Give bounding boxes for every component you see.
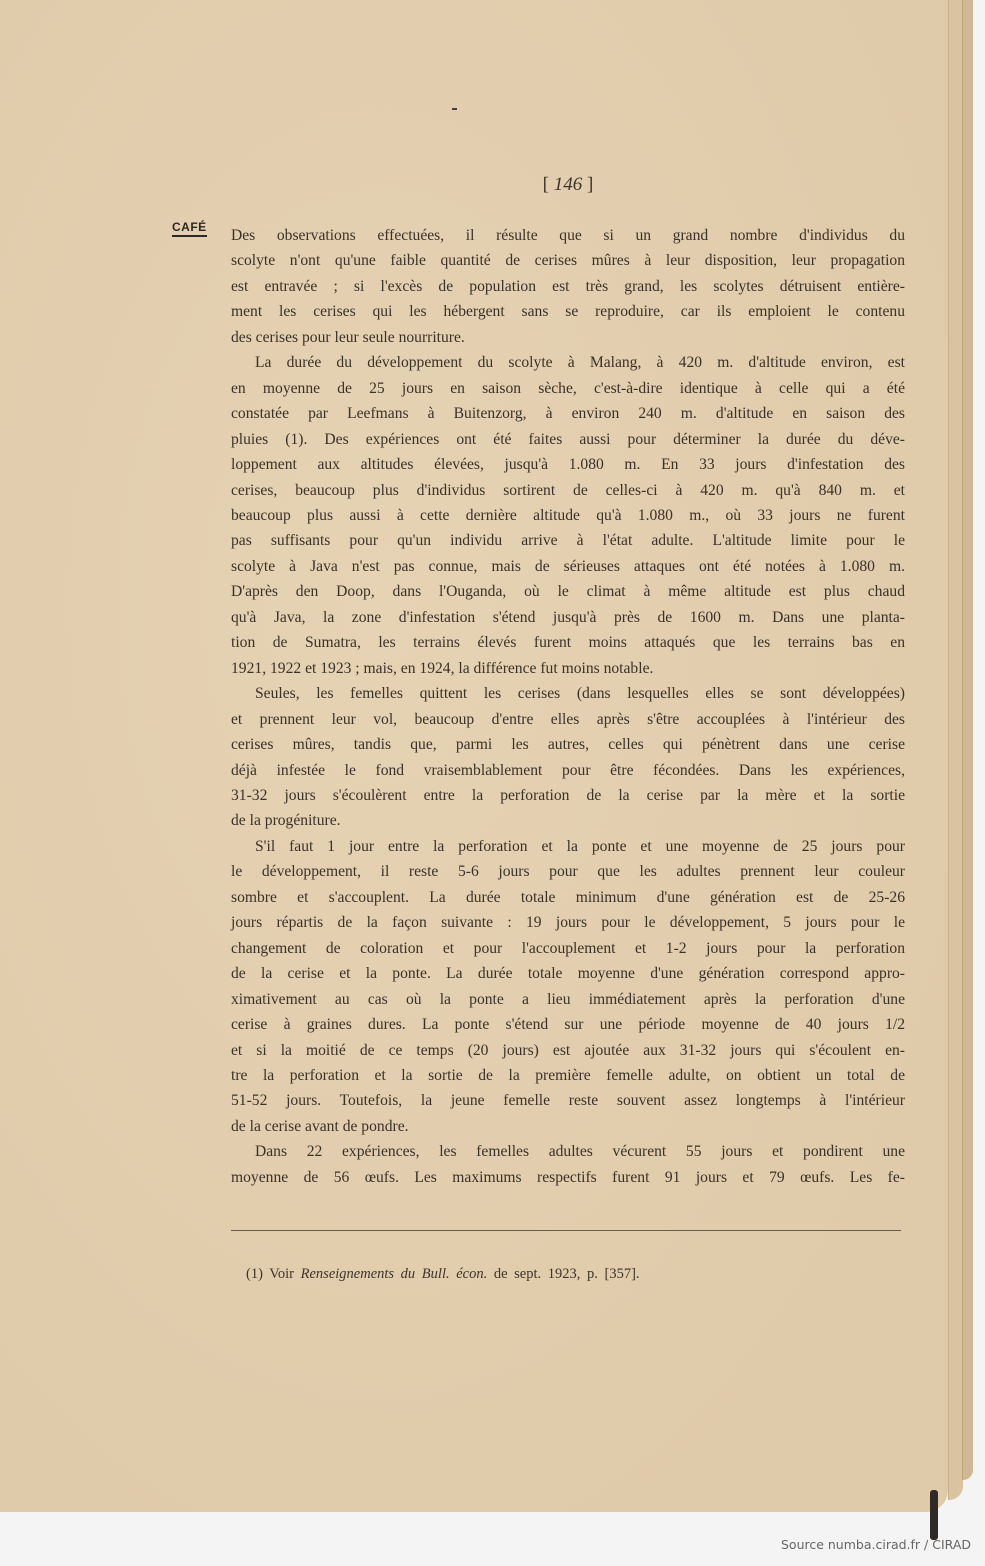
page-number: [ 146 ] xyxy=(542,174,594,195)
page-edge xyxy=(948,0,963,1500)
paragraph xyxy=(231,681,905,834)
page-edge xyxy=(962,0,973,1480)
text-line: qu'à Java, la zone d'infestation s'étend jusqu'à près de 1600 m. Dans une planta- xyxy=(231,608,905,626)
footnote-title: Renseignements du Bull. écon. xyxy=(300,1266,488,1282)
text-line: 51-52 jours. Toutefois, la jeune femelle reste souvent assez longtemps à l'intérieur xyxy=(231,1092,905,1110)
text-line: moyenne de 56 œufs. Les maximums respectifs furent 91 jours et 79 œufs. Les fe- xyxy=(231,1168,905,1186)
text-line: Dans 22 expériences, les femelles adultes vécurent 55 jours et pondirent une xyxy=(255,1143,905,1161)
paragraph xyxy=(231,350,905,681)
text-line: cerises, beaucoup plus d'individus sortirent de celles-ci à 420 m. qu'à 840 m. et xyxy=(231,481,905,499)
ink-mark xyxy=(452,108,457,110)
text-line: ment les cerises qui les hébergent sans se reproduire, car ils emploient le contenu xyxy=(231,303,905,321)
text-line: et prennent leur vol, beaucoup d'entre elles après s'être accouplées à l'intérieur des xyxy=(231,710,905,728)
text-line: pas suffisants pour qu'un individu arrive à l'état adulte. L'altitude limite pour le xyxy=(231,532,905,550)
text-line: jours répartis de la façon suivante : 19 jours pour le développement, 5 jours pour le xyxy=(231,914,905,932)
footnote-rule xyxy=(231,1230,901,1231)
text-line: en moyenne de 25 jours en saison sèche, c'est-à-dire identique à celle qui a été xyxy=(231,379,905,397)
paragraph xyxy=(231,223,905,350)
source-credit: Source numba.cirad.fr / CIRAD xyxy=(780,1537,971,1552)
text-line: des cerises pour leur seule nourriture. xyxy=(231,328,465,346)
text-line: scolyte n'ont qu'une faible quantité de cerises mûres à leur disposition, leur propagation xyxy=(231,252,905,270)
text-line: Seules, les femelles quittent les cerises (dans lesquelles elles se sont développées) xyxy=(255,685,905,703)
text-line: de la progéniture. xyxy=(231,812,341,830)
footnote-prefix: Voir xyxy=(269,1266,295,1282)
text-line: 31-32 jours s'écoulèrent entre la perforation de la cerise par la mère et la sortie xyxy=(231,786,905,804)
margin-note: CAFÉ xyxy=(172,220,207,237)
text-line: scolyte à Java n'est pas connue, mais de sérieuses attaques ont été notées à 1.080 m. xyxy=(231,557,905,575)
paragraph xyxy=(231,834,905,1139)
text-line: est entravée ; si l'excès de population est très grand, les scolytes détruisent entière- xyxy=(231,277,905,295)
text-line: déjà infestée le fond vraisemblablement pour être fécondées. Dans les expériences, xyxy=(231,761,905,779)
text-line: tre la perforation et la sortie de la première femelle adulte, on obtient un total de xyxy=(231,1066,905,1084)
bookmark-ribbon xyxy=(930,1490,938,1540)
text-line: S'il faut 1 jour entre la perforation et la ponte et une moyenne de 25 jours pour xyxy=(255,837,905,855)
text-line: de la cerise et la ponte. La durée totale moyenne d'une génération correspond appro- xyxy=(231,965,905,983)
text-line: pluies (1). Des expériences ont été faites aussi pour déterminer la durée du déve- xyxy=(231,430,905,448)
footnote-marker: (1) xyxy=(246,1266,263,1282)
text-line: ximativement au cas où la ponte a lieu immédiatement après la perforation d'une xyxy=(231,990,905,1008)
text-line: cerise à graines dures. La ponte s'étend sur une période moyenne de 40 jours 1/2 xyxy=(231,1016,905,1034)
text-line: beaucoup plus aussi à cette dernière altitude qu'à 1.080 m., où 33 jours ne furent xyxy=(231,506,905,524)
text-line: Des observations effectuées, il résulte que si un grand nombre d'individus du xyxy=(231,227,905,244)
body-text xyxy=(231,223,905,1190)
text-line: de la cerise avant de pondre. xyxy=(231,1117,409,1135)
text-line: et si la moitié de ce temps (20 jours) est ajoutée aux 31-32 jours qui s'écoulent en- xyxy=(231,1041,905,1059)
footnote xyxy=(246,1266,640,1283)
page-number-value: 146 xyxy=(553,174,583,195)
text-line: sombre et s'accouplent. La durée totale minimum d'une génération est de 25-26 xyxy=(231,888,905,906)
text-line: constatée par Leefmans à Buitenzorg, à environ 240 m. d'altitude en saison des xyxy=(231,405,905,423)
text-line: cerises mûres, tandis que, parmi les autres, celles qui pénètrent dans une cerise xyxy=(231,736,905,754)
text-line: le développement, il reste 5-6 jours pour que les adultes prennent leur couleur xyxy=(231,863,905,881)
text-line: tion de Sumatra, les terrains élevés furent moins attaqués que les terrains bas en xyxy=(231,634,905,652)
text-line: D'après den Doop, dans l'Ouganda, où le climat à même altitude est plus chaud xyxy=(231,583,905,601)
text-line: loppement aux altitudes élevées, jusqu'à 1.080 m. En 33 jours d'infestation des xyxy=(231,456,905,474)
footnote-suffix: de sept. 1923, p. [357]. xyxy=(493,1266,640,1282)
text-line: changement de coloration et pour l'accouplement et 1-2 jours pour la perforation xyxy=(231,939,905,957)
text-line: La durée du développement du scolyte à Malang, à 420 m. d'altitude environ, est xyxy=(255,354,905,372)
text-line: 1921, 1922 et 1923 ; mais, en 1924, la différence fut moins notable. xyxy=(231,659,654,677)
paragraph xyxy=(231,1139,905,1190)
